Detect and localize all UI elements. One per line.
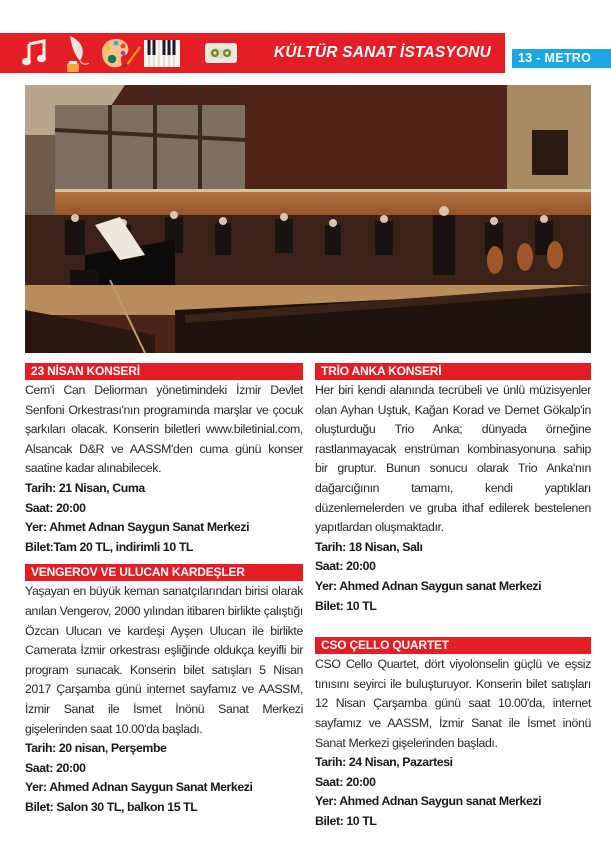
article-body: CSO Cello Quartet, dört viyolonselin güçlü ve eşsiz tınısını seyirci ile buluşturuyor. Konserin bilet satışları 12 Nisan Çarşamba günü saat 10.00'da, internet sayfamız ve AASSM, İzmir Sanat ile İsmet inönü Sanat Merkezi gişelerinden başladı. <box>315 657 591 750</box>
concert-photo <box>25 85 591 353</box>
page-number-tag: 13 - METRO <box>512 49 611 68</box>
section-header-bar <box>0 33 505 73</box>
piano-keys-icon <box>144 38 182 68</box>
event-time: Saat: 20:00 <box>315 774 376 789</box>
article-title: CSO ÇELLO QUARTET <box>315 637 591 654</box>
left-column <box>25 363 303 817</box>
article-trio-anka <box>315 363 591 616</box>
article-body: Cem'i Can Deliorman yönetimindeki İzmir Devlet Senfoni Orkestrası'nın programında marşlar ve çocuk şarkıları olacak. Konserin biletleri www.biletinial.com, Alsancak D&R ve AASSM'den cuma günü konser saatine kadar alınabilecek. <box>25 383 303 476</box>
article-title: TRİO ANKA KONSERİ <box>315 363 591 380</box>
event-time: Saat: 20:00 <box>25 760 86 775</box>
event-date: Tarih: 24 Nisan, Pazartesi <box>315 755 453 770</box>
event-date: Tarih: 20 nisan, Perşembe <box>25 741 167 756</box>
event-ticket: Bilet: 10 TL <box>315 813 377 828</box>
event-time: Saat: 20:00 <box>315 559 376 574</box>
event-ticket: Bilet: Salon 30 TL, balkon 15 TL <box>25 799 198 814</box>
event-date: Tarih: 18 Nisan, Salı <box>315 539 423 554</box>
article-23-nisan <box>25 363 303 557</box>
event-ticket: Bilet: 10 TL <box>315 598 377 613</box>
paint-palette-icon <box>100 37 142 69</box>
event-venue: Yer: Ahmed Adnan Saygun sanat Merkezi <box>315 578 542 593</box>
section-title: KÜLTÜR SANAT İSTASYONU <box>273 44 491 61</box>
event-venue: Yer: Ahmet Adnan Saygun Sanat Merkezi <box>25 520 250 535</box>
article-cso-cello <box>315 637 591 831</box>
event-venue: Yer: Ahmed Adnan Saygun Sanat Merkezi <box>25 780 253 795</box>
quill-inkwell-icon <box>62 35 96 71</box>
music-note-icon <box>20 38 52 68</box>
event-venue: Yer: Ahmed Adnan Saygun sanat Merkezi <box>315 794 542 809</box>
article-title: VENGEROV VE ULUCAN KARDEŞLER <box>25 564 303 581</box>
article-vengerov <box>25 564 303 817</box>
right-column <box>315 363 591 831</box>
event-ticket: Bilet:Tam 20 TL, indirimli 10 TL <box>25 539 194 554</box>
article-body: Yaşayan en büyük keman sanatçılarından birisi olarak anılan Vengerov, 2000 yılından itibaren birlikte çalıştığı Özcan Ulucan ve kardeşi Ayşen Ulucan ile birlikte Camerata İzmir orkestrası eşliğinde oldukça keyifli bir program sunacak. Konserin bilet satışları 5 Nisan 2017 Çarşamba günü internet sayfamız ve AASSM, İzmir Sanat ile İsmet İnönü Sanat Merkezi gişelerinden saat 10.00'da başladı. <box>25 584 303 736</box>
event-time: Saat: 20:00 <box>25 500 86 515</box>
cassette-tape-icon <box>204 41 238 65</box>
article-title: 23 NİSAN KONSERİ <box>25 363 303 380</box>
header-icons <box>20 33 238 73</box>
article-body: Her biri kendi alanında tecrübeli ve ünlü müzisyenler olan Ayhan Uştuk, Kağan Korad ve Demet Gökalp'in oluşturduğu Trio Anka; dünyada örneğine rastlanmayacak enstrüman kombinasyonuna sahip bir gruptur. Bunun sonucu olarak Trio Anka'nın dağarcığının tamamı, kendi yaptıkları düzenlemelerden ve gruba ithaf edilerek bestelenen yapıtlardan oluşmaktadır. <box>315 383 591 535</box>
event-date: Tarih: 21 Nisan, Cuma <box>25 480 145 495</box>
